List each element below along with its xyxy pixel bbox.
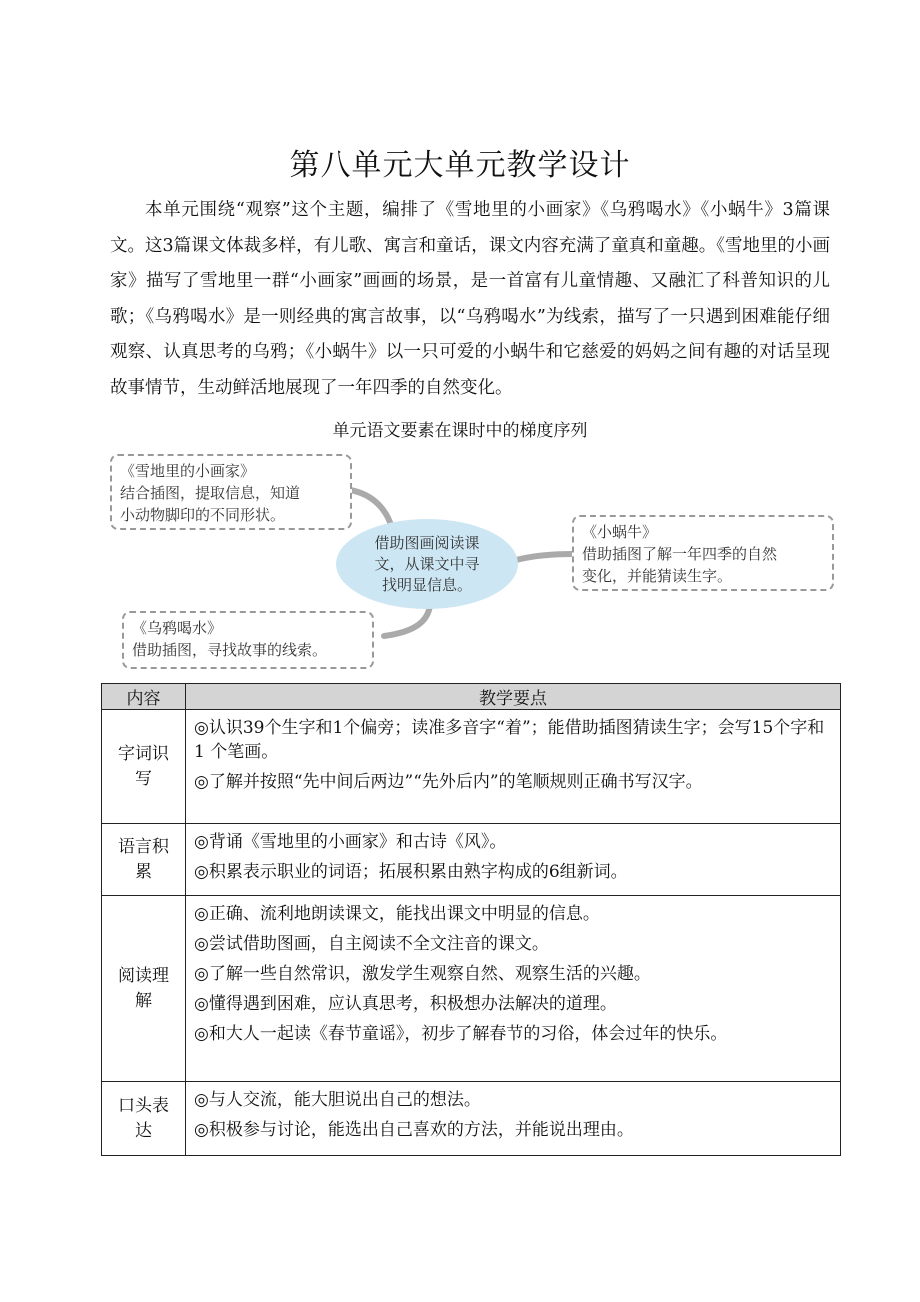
lesson-box-crow-drinks xyxy=(122,611,374,669)
center-text: 找明显信息。 xyxy=(381,576,472,594)
lesson-title: 《乌鸦喝水》 xyxy=(132,619,223,637)
lesson-title: 《雪地里的小画家》 xyxy=(120,462,256,480)
row-category: 语言积累 xyxy=(102,824,186,896)
lesson-text: 变化，并能猜读生字。 xyxy=(582,567,733,585)
row-category: 口头表达 xyxy=(102,1082,186,1156)
teaching-point: ◎积极参与讨论，能选出自己喜欢的方法，并能说出理由。 xyxy=(194,1120,634,1140)
table-row xyxy=(102,710,841,824)
table-header-row xyxy=(102,684,841,710)
table-row xyxy=(102,1082,841,1156)
table-row xyxy=(102,896,841,1082)
teaching-point: ◎尝试借助图画，自主阅读不全文注音的课文。 xyxy=(194,934,549,954)
header-content: 内容 xyxy=(102,684,186,710)
lesson-title: 《小蜗牛》 xyxy=(582,523,658,541)
page-title: 第八单元大单元教学设计 xyxy=(289,148,631,183)
center-text: 借助图画阅读课 xyxy=(374,534,480,552)
teaching-point: ◎了解并按照“先中间后两边”“先外后内”的笔顺规则正确书写汉字。 xyxy=(194,772,703,792)
teaching-point: ◎正确、流利地朗读课文，能找出课文中明显的信息。 xyxy=(194,904,600,924)
table-row xyxy=(102,824,841,896)
teaching-point: ◎和大人一起读《春节童谣》，初步了解春节的习俗，体会过年的快乐。 xyxy=(194,1024,728,1044)
teaching-point: ◎与人交流，能大胆说出自己的想法。 xyxy=(194,1090,481,1110)
connector-lesson3 xyxy=(384,605,430,636)
teaching-point: ◎了解一些自然常识，激发学生观察自然、观察生活的兴趣。 xyxy=(194,964,651,984)
teaching-points-table xyxy=(101,683,841,1156)
row-points xyxy=(186,710,841,824)
teaching-point: ◎认识39个生字和1个偏旁；读准多音字“着”；能借助插图猜读生字；会写15个字和1 个笔画。 xyxy=(194,718,825,762)
row-category: 字词识写 xyxy=(102,710,186,824)
lesson-box-little-snail xyxy=(572,515,834,591)
row-category: 阅读理解 xyxy=(102,896,186,1082)
lesson-text: 借助插图，寻找故事的线索。 xyxy=(132,641,328,659)
lesson-text: 结合插图，提取信息，知道 xyxy=(120,484,301,502)
row-points xyxy=(186,824,841,896)
center-ellipse xyxy=(336,519,518,609)
connector-lesson2 xyxy=(516,554,572,560)
row-points xyxy=(186,896,841,1082)
teaching-point: ◎积累表示职业的词语；拓展积累由熟字构成的6组新词。 xyxy=(194,862,628,882)
header-points: 教学要点 xyxy=(186,684,841,710)
diagram-subtitle: 单元语文要素在课时中的梯度序列 xyxy=(332,421,588,441)
lesson-box-snow-painters xyxy=(110,454,352,530)
intro-text: 本单元围绕“观察”这个主题，编排了《雪地里的小画家》《乌鸦喝水》《小蜗牛》3篇课文。这3篇课文体裁多样，有儿歌、寓言和童话，课文内容充满了童真和童趣。《雪地里的小画家》描写了雪地里一群“小画家”画画的场景，是一首富有儿童情趣、又融汇了科普知识的儿歌；《乌鸦喝水》是一则经典的寓言故事，以“乌鸦喝水”为线索，描写了一只遇到困难能仔细观察、认真思考的乌鸦；《小蜗牛》以一只可爱的小蜗牛和它慈爱的妈妈之间有趣的对话呈现故事情节，生动鲜活地展现了一年四季的自然变化。 xyxy=(110,200,830,398)
row-points xyxy=(186,1082,841,1156)
center-text: 文，从课文中寻 xyxy=(374,555,480,573)
connector-lesson1 xyxy=(350,490,392,528)
lesson-text: 小动物脚印的不同形状。 xyxy=(120,506,286,524)
teaching-point: ◎懂得遇到困难，应认真思考，积极想办法解决的道理。 xyxy=(194,994,617,1014)
lesson-text: 借助插图了解一年四季的自然 xyxy=(582,545,778,563)
teaching-point: ◎背诵《雪地里的小画家》和古诗《风》。 xyxy=(194,832,507,852)
